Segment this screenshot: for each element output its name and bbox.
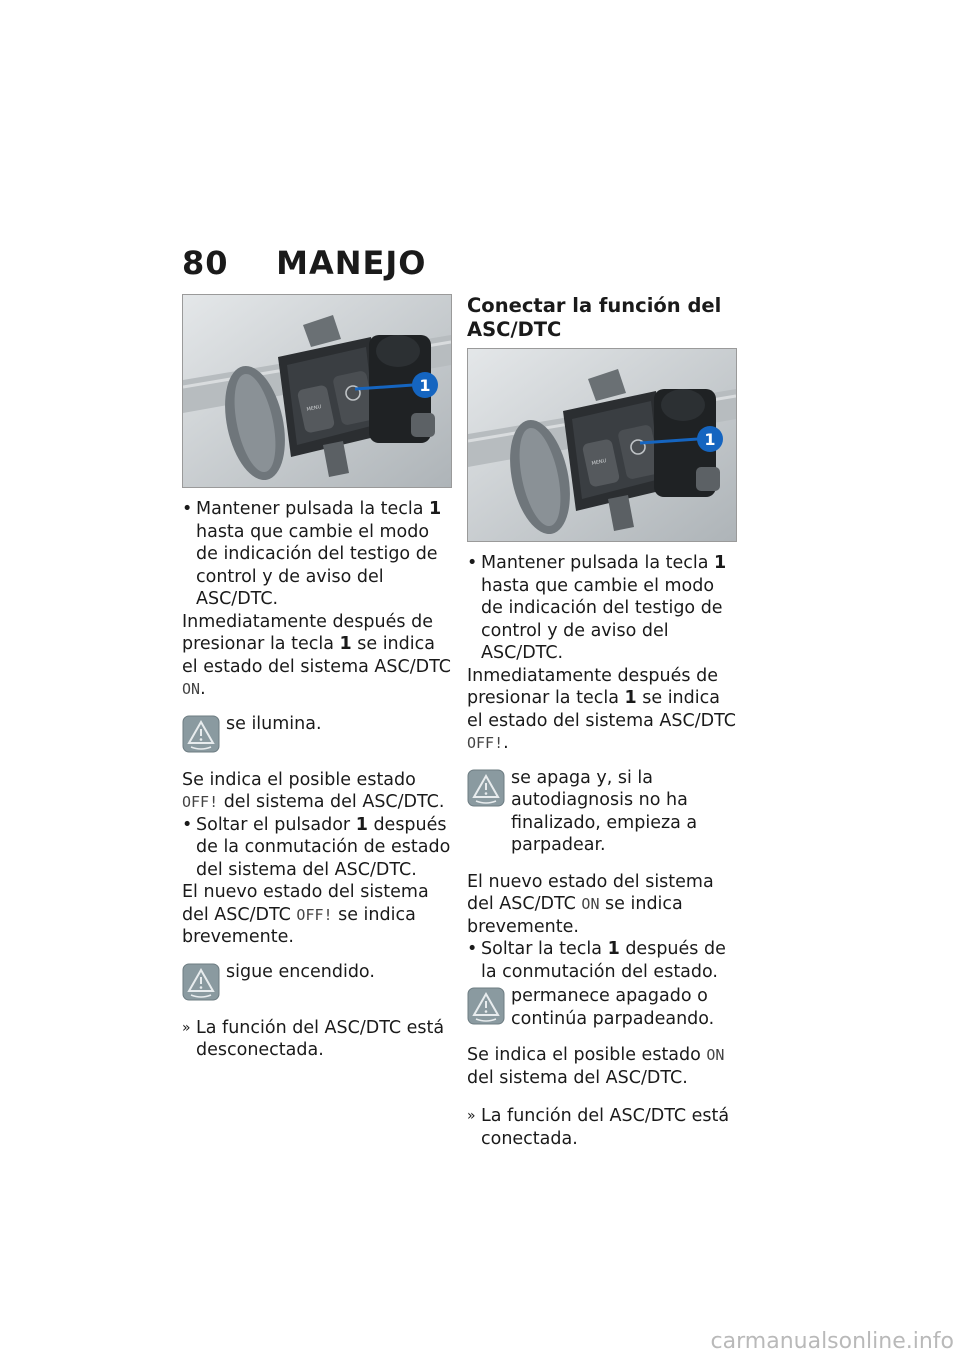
text: Soltar el pulsador [196,814,356,835]
right-lamp-line-2 [467,985,737,1030]
text: Mantener pulsada la tecla [196,499,430,519]
page-header [182,244,427,282]
warning-lamp-icon [467,987,505,1025]
right-lamp-line-1 [467,767,737,857]
state-off: OFF! [296,905,333,924]
key-number: 1 [607,939,620,959]
text: después de la conmutación de estado del sistema del ASC/DTC. [196,814,451,880]
left-bullet-2 [182,814,452,882]
left-paragraph-1 [182,611,452,701]
left-lamp-line-2 [182,961,452,1001]
text: se indica brevemente. [182,904,416,947]
callout-number: 1 [704,430,716,449]
left-paragraph-3 [182,881,452,949]
key-number: 1 [429,499,442,519]
state-off: OFF! [182,793,219,811]
menu-label: MENU [591,457,607,467]
text: hasta que cambie el modo de indicación del testigo de control y de aviso del ASC/DTC. [481,575,723,663]
callout-number: 1 [419,376,431,395]
state-on: ON [581,895,600,913]
text: Inmediatamente después de presionar la tecla [182,611,433,654]
key-number: 1 [355,814,368,835]
section-heading: Conectar la función del ASC/DTC [467,294,722,341]
text: Mantener pulsada la tecla [481,553,715,573]
left-result [182,1017,452,1062]
left-lamp-line-1 [182,713,452,753]
text: del sistema del ASC/DTC. [467,1067,688,1088]
result-text: La función del ASC/DTC está desconectada. [196,1017,445,1060]
lamp-description: permanece apagado o continúa parpadeando. [511,986,715,1029]
watermark: carmanualsonline.info [710,1329,954,1354]
text: . [200,679,206,699]
right-paragraph-1 [467,665,737,755]
right-column [467,294,737,1150]
text: hasta que cambie el modo de indicación del testigo de control y de aviso del ASC/DTC. [196,521,438,609]
right-paragraph-3 [467,1044,737,1089]
text: Soltar la tecla [481,939,608,959]
right-result [467,1105,737,1150]
lamp-description: se apaga y, si la autodiagnosis no ha finalizado, empieza a parpadear. [511,767,698,855]
key-number: 1 [714,553,727,573]
state-off: OFF! [467,734,504,752]
right-bullet-2 [467,938,737,983]
key-number: 1 [339,634,352,654]
handlebar-switch-photo [182,294,452,488]
right-paragraph-2 [467,871,737,939]
handlebar-switch-photo [467,348,737,542]
right-bullet-1 [467,552,737,665]
lamp-description: se ilumina. [226,713,322,734]
lamp-description: sigue encendido. [226,961,375,982]
text: se indica el estado del sistema ASC/DTC [182,634,451,677]
text: se indica el estado del sistema ASC/DTC [467,688,736,731]
left-column [182,294,452,1062]
text: Inmediatamente después de presionar la tecla [467,665,718,708]
result-text: La función del ASC/DTC está conectada. [481,1106,730,1149]
text: del sistema del ASC/DTC. [218,792,445,812]
warning-lamp-icon [467,769,505,807]
text: El nuevo estado del sistema del ASC/DTC [182,882,429,925]
warning-lamp-icon [182,715,220,753]
warning-lamp-icon [182,963,220,1001]
state-on: ON [182,680,201,698]
left-bullet-1 [182,498,452,611]
key-number: 1 [624,688,637,708]
text: . [503,733,509,753]
text: se indica brevemente. [467,894,683,937]
text: después de la conmutación del estado. [481,939,726,982]
page-number: 80 [182,244,229,282]
text: Se indica el posible estado [467,1045,707,1065]
text: Se indica el posible estado [182,769,416,790]
text: El nuevo estado del sistema del ASC/DTC [467,871,714,914]
section-title: MANEJO [276,244,427,282]
state-on: ON [706,1046,725,1064]
left-paragraph-2 [182,769,452,814]
menu-label: MENU [306,403,322,413]
